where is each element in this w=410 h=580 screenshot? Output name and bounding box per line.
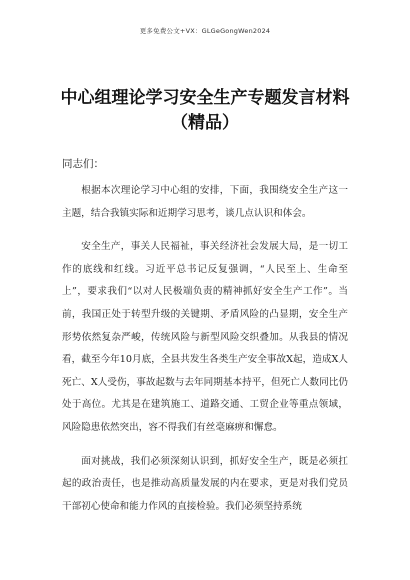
document-body (62, 180, 348, 529)
paragraph-3: 面对挑战，我们必须深刻认识到，抓好安全生产，既是必须扛起的政治责任，也是推动高质量发展的内在要求，更是对我们党员干部初心使命和能力作风的直接检验。我们必须坚持系统 (62, 455, 348, 512)
paragraph-2: 安全生产，事关人民福祉，事关经济社会发展大局，是一切工作的底线和红线。习近平总书记反复强调，“人民至上、生命至上”，要求我们“以对人民极端负责的精神抓好安全生产工作”。当前，我国正处于转型升级的关键期、矛盾风险的凸显期，安全生产形势依然复杂严峻，传统风险与新型风险交织叠加。从我县的情况看，截至今年10月底，全县共发生各类生产安全事故X起，造成X人死亡、X人受伤，事故起数与去年同期基本持平，但死亡人数同比仍处于高位。尤其是在建筑施工、道路交通、工贸企业等重点领域，风险隐患依然突出，容不得我们有丝毫麻痹和懈怠。 (62, 241, 348, 433)
document-title (40, 86, 370, 136)
title-line-1: 中心组理论学习安全生产专题发言材料 (60, 88, 350, 108)
header-note: 更多免费公文+VX：GLGeGongWen2024 (139, 27, 271, 35)
title-line-2: （精品） (171, 113, 239, 133)
salutation: 同志们： (62, 158, 104, 170)
paragraph-1: 根据本次理论学习中心组的安排，下面，我围绕安全生产这一主题，结合我镇实际和近期学习思考，谈几点认识和体会。 (62, 185, 348, 219)
